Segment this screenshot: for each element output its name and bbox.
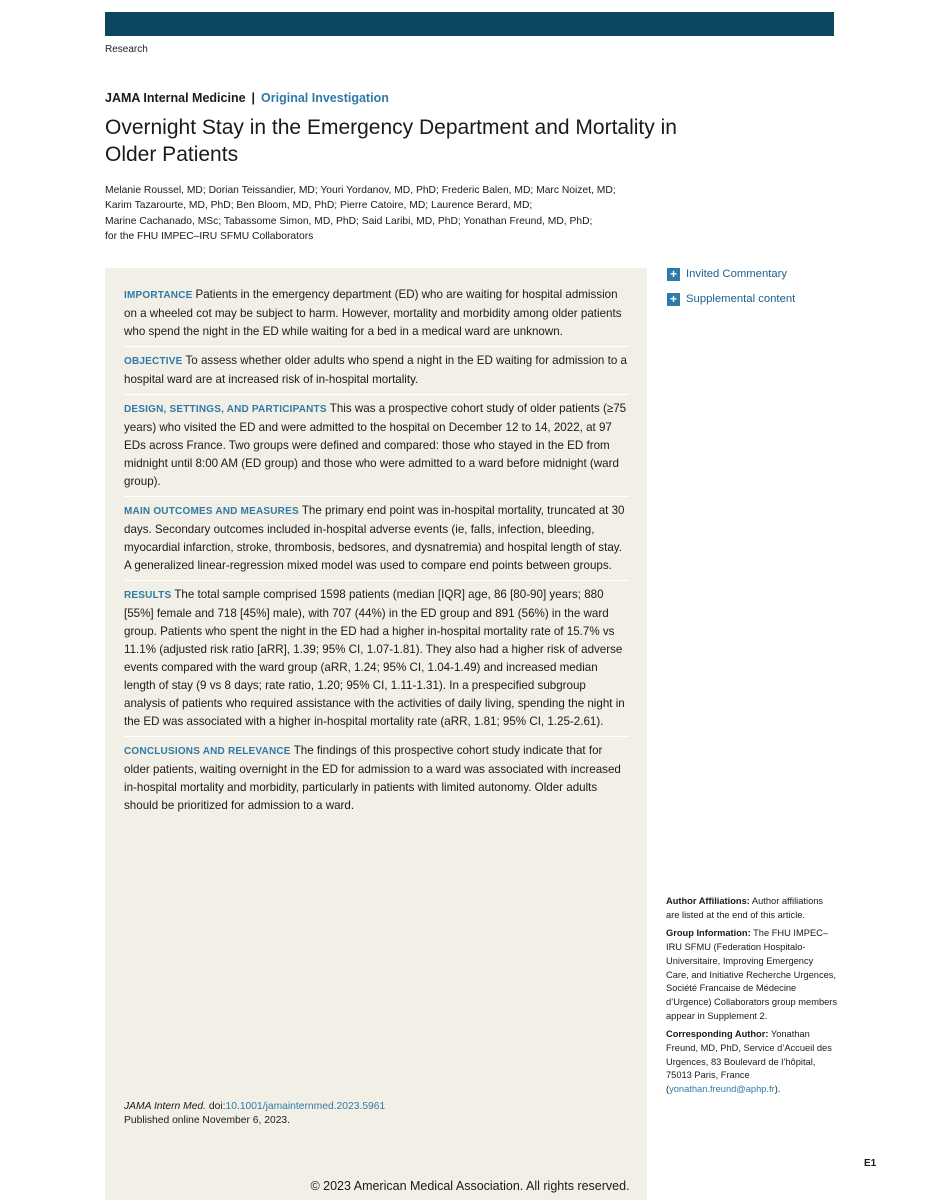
abstract-design xyxy=(124,400,629,497)
plus-icon: + xyxy=(667,268,680,281)
author-line: Melanie Roussel, MD; Dorian Teissandier, MD; Youri Yordanov, MD, PhD; Frederic Balen, MD; Marc Noizet, MD; xyxy=(105,185,616,196)
abstract-objective xyxy=(124,352,629,395)
header-bar xyxy=(105,12,834,36)
invited-commentary-link[interactable] xyxy=(667,266,795,282)
author-affiliations xyxy=(666,895,838,922)
abstract-text: The primary end point was in-hospital mortality, truncated at 30 days. Secondary outcomes included in-hospital adverse events (ie, falls, infection, bleeding, myocardial infarction, stroke, thrombosis, bedsores, and dysnatremia) and hospital length of stay. A generalized linear-regression mixed model was used to compare end points between groups. xyxy=(124,504,625,572)
abstract-heading: OBJECTIVE xyxy=(124,356,183,367)
author-line: Karim Tazarourte, MD, PhD; Ben Bloom, MD, PhD; Pierre Catoire, MD; Laurence Berard, MD; xyxy=(105,200,533,212)
abstract-heading: CONCLUSIONS AND RELEVANCE xyxy=(124,746,291,757)
journal-separator: | xyxy=(251,91,256,105)
published-date: Published online November 6, 2023. xyxy=(124,1115,291,1126)
plus-icon: + xyxy=(667,293,680,306)
side-links xyxy=(667,266,795,316)
journal-name: JAMA Internal Medicine xyxy=(105,91,246,105)
journal-line xyxy=(105,91,389,105)
email-link[interactable]: yonathan.freund@aphp.fr xyxy=(669,1084,775,1095)
sidebar-info xyxy=(666,895,838,1102)
info-text-close: ). xyxy=(774,1084,781,1095)
article-type: Original Investigation xyxy=(261,91,389,105)
abstract-box xyxy=(105,268,647,1200)
abstract-body xyxy=(124,286,629,825)
abstract-heading: IMPORTANCE xyxy=(124,290,193,301)
link-label: Supplemental content xyxy=(686,293,796,305)
abstract-outcomes xyxy=(124,502,629,581)
abstract-text: The findings of this prospective cohort study indicate that for older patients, waiting overnight in the ED for admission to a ward was associated with increased in-hospital mortality and morbidity, particularly in patients with limited autonomy. Older adults should be prioritized for admission to a ward. xyxy=(124,744,621,812)
abstract-importance xyxy=(124,286,629,347)
citation xyxy=(124,1100,385,1128)
abstract-results xyxy=(124,586,629,737)
abstract-heading: MAIN OUTCOMES AND MEASURES xyxy=(124,506,299,517)
author-list xyxy=(105,183,665,244)
author-line: for the FHU IMPEC–IRU SFMU Collaborators xyxy=(105,230,314,242)
info-label: Group Information: xyxy=(666,928,751,939)
corresponding-author xyxy=(666,1028,838,1097)
info-label: Corresponding Author: xyxy=(666,1029,769,1040)
abstract-heading: DESIGN, SETTINGS, AND PARTICIPANTS xyxy=(124,404,327,415)
abstract-conclusions xyxy=(124,742,629,820)
doi-prefix: doi: xyxy=(206,1101,226,1112)
citation-line xyxy=(124,1100,385,1114)
abstract-text: The total sample comprised 1598 patients (median [IQR] age, 86 [80-90] years; 880 [55%] female and 718 [45%] male), with 707 (44%) in the ED group and 891 (56%) in the ward group. Patients who spent the night in the ED had a higher in-hospital mortality rate of 15.7% vs 11.1% (adjusted risk ratio [aRR], 1.39; 95% CI, 1.07-1.81). They also had a higher risk of adverse events compared with the ward group (aRR, 1.24; 95% CI, 1.04-1.49) and increased median length of stay (9 vs 8 days; rate ratio, 1.20; 95% CI, 1.11-1.31). In a prespecified subgroup analysis of patients who required assistance with the activities of daily living, spending the night in the ED was associated with a higher in-hospital mortality rate (aRR, 1.81; 95% CI, 1.25-2.61). xyxy=(124,588,625,728)
article-title: Overnight Stay in the Emergency Department and Mortality in Older Patients xyxy=(105,116,677,166)
group-information xyxy=(666,927,838,1023)
journal-abbrev: JAMA Intern Med. xyxy=(124,1101,207,1112)
section-label: Research xyxy=(105,44,148,55)
copyright: © 2023 American Medical Association. All rights reserved. xyxy=(310,1179,630,1193)
doi-link[interactable]: 10.1001/jamainternmed.2023.5961 xyxy=(225,1101,386,1112)
abstract-heading: RESULTS xyxy=(124,590,172,601)
abstract-text: Patients in the emergency department (ED) who are waiting for hospital admission on a wheeled cot may be subject to harm. However, mortality and morbidity among older patients who spend the night in the ED while waiting for a bed in a medical ward are unknown. xyxy=(124,288,622,338)
info-text: Author affiliations are listed at the end of this article. xyxy=(666,896,824,920)
info-text: Yonathan Freund, MD, PhD, Service d’Accueil des Urgences, 83 Boulevard de l’hôpital, 75013 Paris, France ( xyxy=(666,1029,832,1095)
supplemental-content-link[interactable] xyxy=(667,291,795,307)
info-text: The FHU IMPEC–IRU SFMU (Federation Hospitalo-Universitaire, Improving Emergency Care, and Initiative Recherche Urgences, Société Francaise de Médecine d’Urgence) Collaborators group members appear in Supplement 2. xyxy=(666,928,838,1021)
abstract-text: To assess whether older adults who spend a night in the ED waiting for admission to a hospital ward are at increased risk of in-hospital mortality. xyxy=(124,354,627,386)
link-label: Invited Commentary xyxy=(686,268,788,280)
author-line: Marine Cachanado, MSc; Tabassome Simon, MD, PhD; Said Laribi, MD, PhD; Yonathan Freund, MD, PhD; xyxy=(105,215,593,227)
abstract-text: This was a prospective cohort study of older patients (≥75 years) who visited the ED and were admitted to the hospital on December 12 to 14, 2022, at 97 EDs across France. Two groups were defined and compared: those who stayed in the ED from midnight until 8:00 AM (ED group) and those who were admitted to a ward before midnight (ward group). xyxy=(124,402,627,488)
page-number: E1 xyxy=(864,1158,877,1169)
info-label: Author Affiliations: xyxy=(666,896,750,906)
